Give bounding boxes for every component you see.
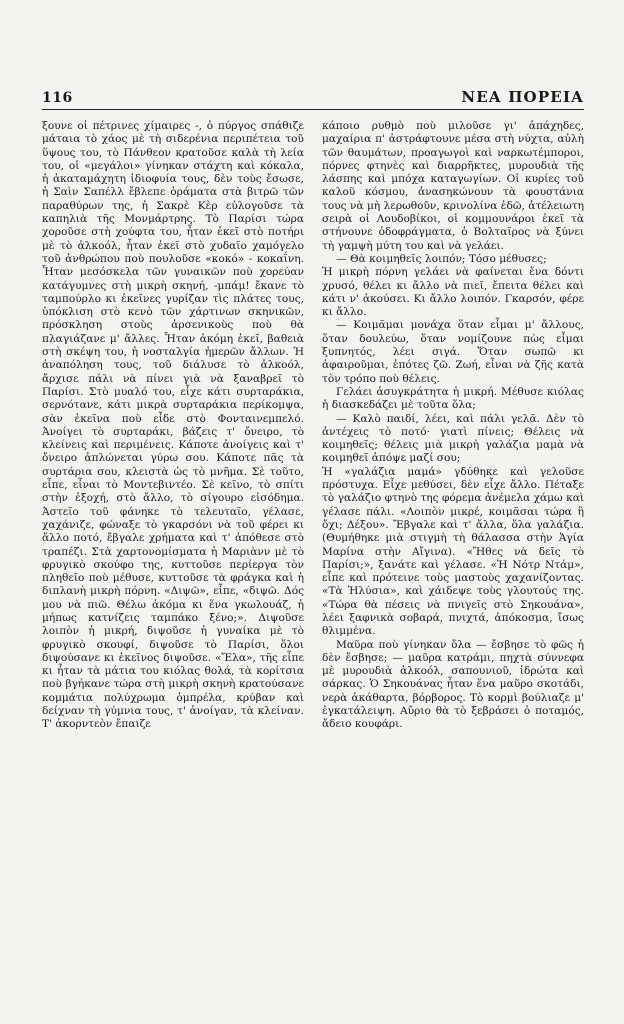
paragraph: Γελάει ἀσυγκράτητα ἡ μικρή. Μέθυσε κιόλας ἡ διασκεδάζει μὲ τοῦτα ὅλα; bbox=[322, 385, 584, 412]
paragraph: ξουνε οἱ πέτρινες χίμαιρες -, ὁ πύργος σπάθιζε μάταια τὸ χάος μὲ τὴ σιδερένια περιπέτεια τοῦ ὕψους του, τὸ Πάνθεον κρατοῦσε καλὰ τὴ λεία του, οἱ «μεγάλοι» γίνηκαν στάχτη καὶ κόκαλα, ἡ ἀκαταμάχητη ἰδιοφυία τους, δὲν τοὺς ἔσωσε, ἡ Σαὶν Σαπέλλ ἔβλεπε ὁράματα στὰ βιτρῶ τῶν παραθύρων της, ἡ Σακρὲ Κὲρ εὐλογοῦσε τὰ καπηλιὰ τῆς Μονμάρτρης. Τὸ Παρίσι τώρα χοροῦσε στὴ χούφτα του, ἦταν ἐκεῖ στὸ ποτήρι μὲ τὸ ἀλκοόλ, ἦταν ἐκεῖ στὸ χυδαῖο χαμόγελο τοῦ ἀνθρώπου ποὺ πουλοῦσε «κοκό» - κοκαΐνη. Ἦταν μεσόσκελα τῶν γυναικῶν ποὺ χορεύαν κατάγυμνες στὴ μικρὴ σκηνή, -μπάμ! ἔκανε τὸ ταμπούρλο κι ἐκεῖνες γυρίζαν τὶς πλάτες τους, ὑπόκλιση στὸ κενὸ τῶν χάρτινων σκηνικῶν, πρόσκληση στοὺς ἀρσενικοὺς ποὺ θὰ πλαγιάζανε μ' ἄλλες. Ἦταν ἀκόμη ἐκεῖ, βαθειὰ στὴ σκέψη του, ἡ νοσταλγία ἡμερῶν ἄλλων. Ἡ ἀναπόληση τους, τοῦ διάλυσε τὸ ἀλκοόλ, ἄρχισε πάλι νὰ πίνει γιὰ νὰ ξαναβρεῖ τὸ Παρίσι. Στὸ μυαλό του, εἶχε κάτι συρταράκια, σερνότανε, κάτι μικρὰ συρταράκια περίκομψα, σὰν ἐκεῖνα ποὺ εἶδε στὸ Φονταινεμπελό. Ἀνοίγει τὸ συρταράκι, βάζεις τ' ὄνειρο, τὸ κλείνεις καὶ περιμένεις. Κάποτε ἀνοίγεις καὶ τ' ὄνειρο ἀπλώνεται γύρω σου. Κάποτε πᾶς τὰ συρτάρια σου, κλειστὰ ὡς τὸ μνῆμα. Σὲ τοῦτο, εἶπε, εἶναι τὸ Μοντεβιντέο. Σὲ κεῖνο, τὸ σπίτι στὴν ἐξοχή, στὸ ἄλλο, τὸ σίγουρο εἰσόδημα. Ἀστεῖο τοῦ φάνηκε τὸ τελευταῖο, γέλασε, χαχάνιζε, φώναξε τὸ γκαρσόνι νὰ τοῦ φέρει κι ἄλλο ποτό, ἔβγαλε χρήματα καὶ τ' ἀπόθεσε στὸ τραπέζι. Στὰ χαρτονομίσματα ἡ Μαριὰνν μὲ τὸ φρυγικὸ σκούφο της, κυττοῦσε περίεργα τὸν πληθεῖο ποὺ μέθυσε, κυττοῦσε τὰ φράγκα καὶ ἡ διπλανὴ μικρὴ πόρνη. «Διψῶ», εἶπε, «διψῶ. Δός μου νὰ πιῶ. Θέλω ἀκόμα κι ἕνα γκωλουάζ, ἡ μήπως κατνίζεις ταμπάκο ξένο;». Διψοῦσε λοιπὸν ἡ μικρή, διψοῦσε ἡ γυναίκα μὲ τὸ φρυγικὸ σκουφί, διψοῦσε τὸ Παρίσι, ὅλοι διψούσανε κι ἐκεῖνος διψοῦσε. «Ἔλα», τῆς εἶπε κι ἦταν τὰ μάτια του κιόλας θολά, τὰ κορίτσια ποὺ βγήκανε τώρα στὴ μικρὴ σκηνὴ κρατούσανε κομμάτια πολύχρωμα ὀμπρέλα, κρύβαν καὶ δείχναν τὴ γύμνια τους, τ' ἀνοίγαν, τὰ κλείναν. Τ' ἀκορντεὸν ἔπαιζε bbox=[42, 120, 304, 731]
paragraph: κάποιο ρυθμὸ ποὺ μιλοῦσε γι' ἀπάχηδες, μαχαίρια π' ἀστράφτουνε μέσα στὴ νύχτα, αὐλὴ τῶν θαυμάτων, προαγωγοὶ καὶ ναρκωτέμποροι, πόρνες φτηνὲς καὶ διαρρῆκτες, μυρουδιὰ τῆς λάσπης καὶ μπόχα καταγωγίων. Οἱ κυρίες τοῦ καλοῦ κόσμου, ἀνασηκώνουν τὰ φουστάνια τους νὰ μὴ λερωθοῦν, κρινολίνα ἐδῶ, ἀτέλειωτη σειρὰ οἱ Λουδοβίκοι, οἱ κομμουνάροι ἐκεῖ τὰ στήνουνε ὀδοφράγματα, ὁ Βολταῖρος νὰ ξύνει τὴ γαμψὴ μύτη του καὶ νὰ γελάει. bbox=[322, 120, 584, 252]
paragraph: Ἡ μικρὴ πόρνη γελάει νὰ φαίνεται ἕνα δόντι χρυσό, θέλει κι ἄλλο νὰ πιεῖ, ἔπειτα θέλει καὶ κάτι ν' ἀκούσει. Κι ἄλλο λοιπόν. Γκαρσόν, φέρε κι ἄλλο. bbox=[322, 266, 584, 319]
paragraph: Μαῦρα ποὺ γίνηκαν ὅλα — ἔσβησε τὸ φῶς ἡ δὲν ἔσβησε; — μαῦρα κατράμι, πηχτὰ σύννεφα μὲ μυρουδιὰ ἀλκοόλ, σαπουνιοῦ, ἱδρώτα καὶ σάρκας. Ὁ Σηκουάνας ἦταν ἕνα μαῦρο σκοτάδι, νερὰ ἀκάθαρτα, βόρβορος. Τὸ κορμὶ βούλιαζε μ' ἐγκατάλειψη. Αὔριο θὰ τὸ ξεβράσει ὁ ποταμός, ἄδειο κουφάρι. bbox=[322, 638, 584, 731]
text-columns bbox=[42, 120, 584, 990]
page-header bbox=[42, 84, 584, 106]
journal-title: ΝΕΑ ΠΟΡΕΙΑ bbox=[461, 88, 584, 106]
paragraph: — Θὰ κοιμηθεῖς λοιπόν; Τόσο μέθυσες; bbox=[336, 252, 547, 265]
paragraph: — Καλὸ παιδί, λέει, καὶ πάλι γελᾶ. Δὲν τὸ ἀντέχεις τὸ ποτό· γιατὶ πίνεις; Θέλεις νὰ κοιμηθεῖς; θέλεις μιὰ μικρὴ γαλάζια μαμὰ νὰ κοιμηθεῖ ἀπόψε μαζί σου; bbox=[322, 412, 584, 465]
page-number: 116 bbox=[42, 90, 73, 106]
paragraph: — Κοιμᾶμαι μονάχα ὅταν εἶμαι μ' ἄλλους, ὅταν δουλεύω, ὅταν νομίζουνε πὼς εἶμαι ξυπνητός, λέει σιγά. Ὅταν σωπῶ κι ἀφαιροῦμαι, ἐπότες ζῶ. Ζωή, εἶναι νὰ ζῆς κατὰ τὸν τρόπο ποὺ θέλεις. bbox=[322, 319, 584, 385]
paragraph: Ἡ «γαλάζια μαμά» γδύθηκε καὶ γελοῦσε πρόστυχα. Εἶχε μεθύσει, δὲν εἶχε ἄλλο. Πέταξε τὸ γαλάζιο φτηνὸ της φόρεμα ἀνέμελα χάμω καὶ γέλασε πάλι. «Λοιπὸν μικρέ, κοιμᾶσαι τώρα ἢ ὄχι; Δέξου». Ἔβγαλε καὶ τ' ἄλλα, ὅλα γαλάζια. (Θυμήθηκε μιὰ στιγμὴ τὴ θάλασσα στὴν Ἁγία Μαρίνα στὴν Αἴγινα). «Ἤθες νὰ δεῖς τὸ Παρίσι;», ξανάτε καὶ γέλασε. «Ἡ Νότρ Ντάμ», εἶπε καὶ πρότεινε τοὺς μαστοὺς χαχανίζοντας. «Τὰ Ἡλύσια», καὶ χάιδεψε τοὺς γλουτούς της. «Τώρα θὰ πέσεις νὰ πνιγεῖς στὸ Σηκουάνα», λέει ξαφνικὰ σοβαρά, πνιχτά, ἀπόκοσμα, ἴσως θλιμμένα. bbox=[322, 465, 584, 638]
right-column bbox=[322, 120, 584, 990]
header-rule bbox=[42, 109, 584, 110]
left-column bbox=[42, 120, 304, 990]
